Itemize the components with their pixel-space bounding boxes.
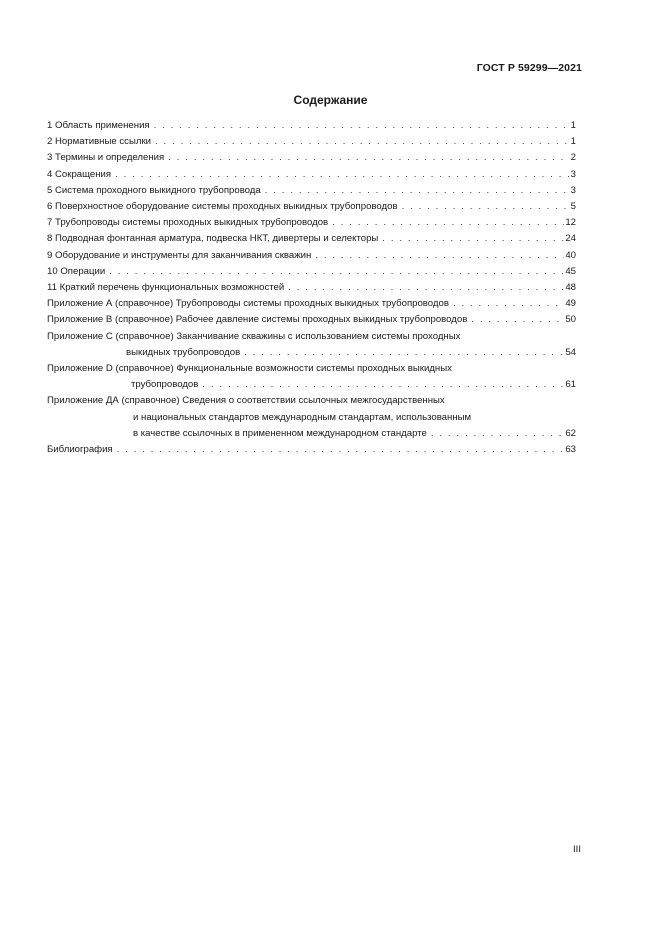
toc-entry-title: 5 Система проходного выкидного трубопровода xyxy=(47,184,261,196)
toc-entry[interactable] xyxy=(47,134,576,150)
toc-entry-page: 63 xyxy=(565,444,576,456)
toc-entry-page: 24 xyxy=(565,233,576,245)
toc-entry-title: Приложение ДА (справочное) Сведения о соответствии ссылочных межгосударственных xyxy=(47,395,445,407)
toc-entry-title-continued: в качестве ссылочных в примененном международном стандарте xyxy=(133,427,427,439)
toc-entry-page: 1 xyxy=(570,120,576,131)
toc-entry-page: 5 xyxy=(570,201,576,213)
toc-entry[interactable] xyxy=(47,183,576,199)
toc-entry-title-continued: и национальных стандартов международным стандартам, использованным xyxy=(133,411,472,423)
toc-entry-title: 9 Оборудование и инструменты для заканчивания скважин xyxy=(47,249,312,261)
toc-entry-title: 4 Сокращения xyxy=(47,168,112,180)
toc-entry[interactable] xyxy=(47,329,576,361)
toc-entry-page: 61 xyxy=(565,379,576,391)
toc-entry[interactable] xyxy=(47,361,576,393)
toc-entry-page: 45 xyxy=(565,265,576,277)
toc-entry-page: 1 xyxy=(570,136,576,148)
toc-entry-title: Библиография xyxy=(47,444,113,456)
toc-entry-title: 8 Подводная фонтанная арматура, подвеска НКТ, дивертеры и селекторы xyxy=(47,233,379,245)
toc-entry[interactable] xyxy=(47,280,576,296)
toc-entry-page: 54 xyxy=(565,346,576,358)
standard-code: ГОСТ Р 59299—2021 xyxy=(476,62,582,74)
toc-entry-title-continued: выкидных трубопроводов xyxy=(126,346,241,358)
toc-entry[interactable] xyxy=(47,442,576,458)
toc-entry-page: 62 xyxy=(565,427,576,439)
toc-entry-title: 10 Операции xyxy=(47,265,106,277)
toc-entry-page: 50 xyxy=(565,314,576,326)
toc-entry[interactable] xyxy=(47,231,576,247)
toc-entry-page: 49 xyxy=(565,298,576,310)
toc-entry-title: Приложение D (справочное) Функциональные возможности системы проходных выкидных xyxy=(47,363,452,375)
toc-entry-title: 1 Область применения xyxy=(47,120,150,131)
toc-entry-page: 2 xyxy=(570,152,576,164)
toc-entry-title: 3 Термины и определения xyxy=(47,152,165,164)
toc-entry[interactable] xyxy=(47,215,576,231)
toc-entry-title: 11 Краткий перечень функциональных возможностей xyxy=(47,282,285,294)
toc-entry[interactable] xyxy=(47,248,576,264)
toc-entry-title-continued: трубопроводов xyxy=(131,379,199,391)
toc-entry[interactable] xyxy=(47,167,576,183)
toc-entry-title: 2 Нормативные ссылки xyxy=(47,136,152,148)
toc-entry[interactable] xyxy=(47,296,576,312)
page-title: Содержание xyxy=(293,93,368,107)
toc-entry-title: 6 Поверхностное оборудование системы проходных выкидных трубопроводов xyxy=(47,201,398,213)
toc-entry-title: Приложение В (справочное) Рабочее давление системы проходных выкидных трубопроводов xyxy=(47,314,468,326)
page-number: III xyxy=(573,844,581,855)
toc-entry[interactable] xyxy=(47,150,576,166)
toc-entry-title: Приложение С (справочное) Заканчивание скважины с использованием системы проходных xyxy=(47,330,461,342)
toc-entry[interactable] xyxy=(47,312,576,328)
toc-entry[interactable] xyxy=(47,264,576,280)
toc-entry[interactable] xyxy=(47,118,576,134)
toc-entry[interactable] xyxy=(47,199,576,215)
toc-entry-page: 12 xyxy=(565,217,576,229)
toc-entry[interactable] xyxy=(47,393,576,442)
toc-entry-title: Приложение А (справочное) Трубопроводы системы проходных выкидных трубопроводов xyxy=(47,298,449,310)
toc-entry-page: 40 xyxy=(565,249,576,261)
toc-entry-page: 3 xyxy=(570,168,576,180)
toc-entry-title: 7 Трубопроводы системы проходных выкидных трубопроводов xyxy=(47,217,329,229)
toc-entry-page: 3 xyxy=(570,184,576,196)
table-of-contents xyxy=(47,118,576,458)
toc-entry-page: 48 xyxy=(565,282,576,294)
